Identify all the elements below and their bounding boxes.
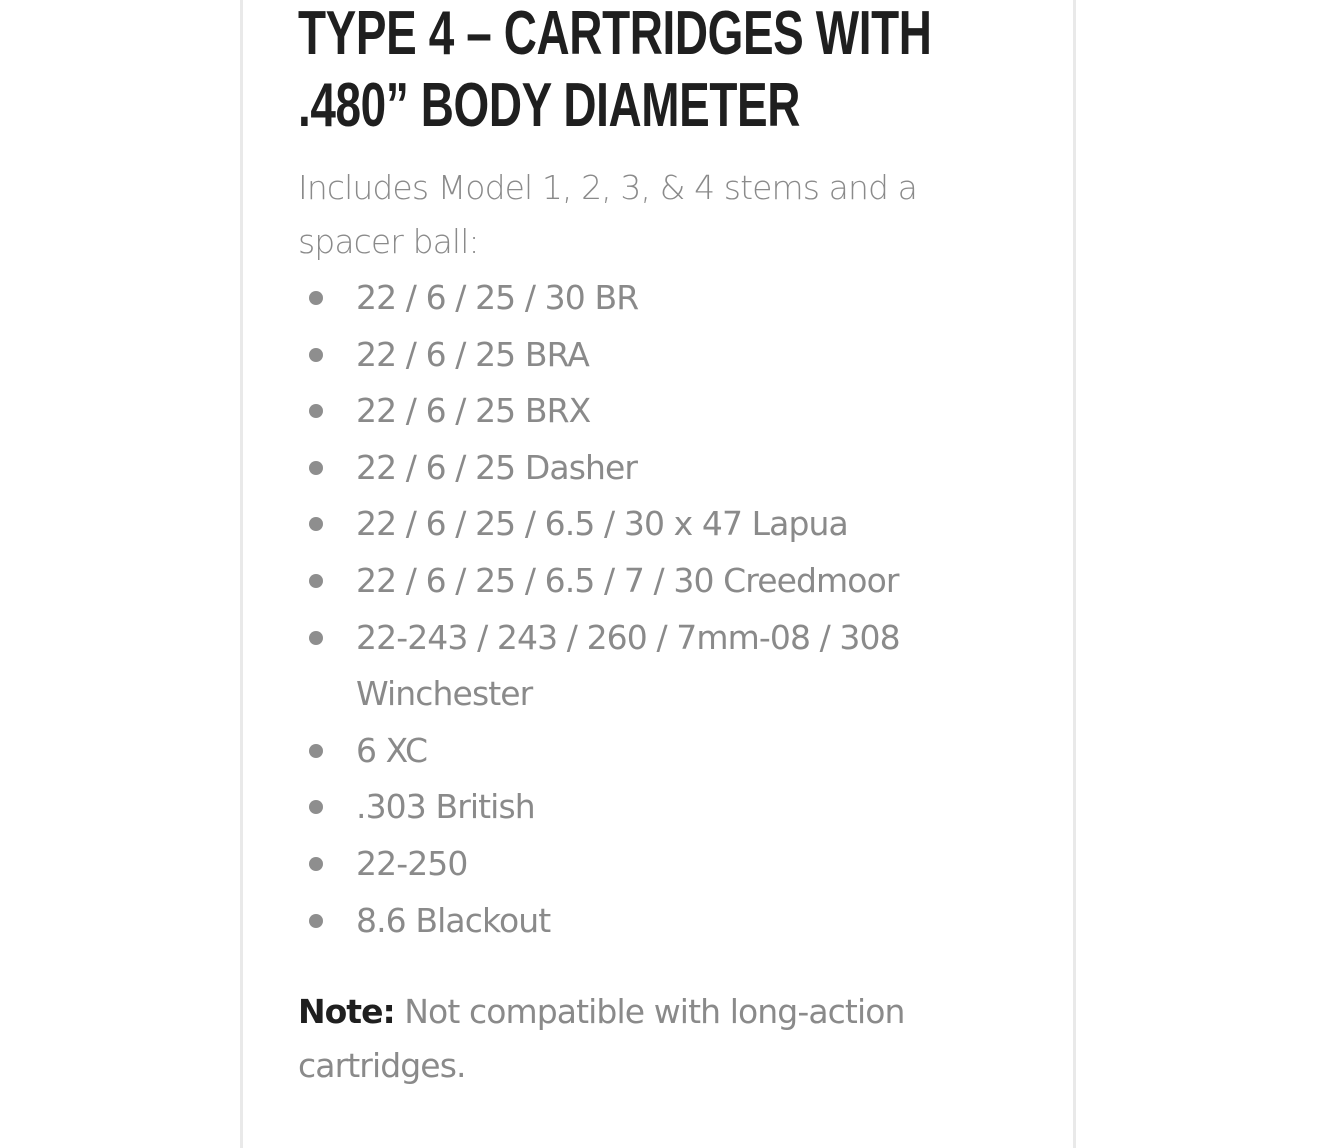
list-item	[298, 553, 998, 610]
list-item-text: .303 British	[356, 787, 535, 827]
list-item	[298, 893, 998, 950]
bullet-dot-icon	[309, 857, 323, 871]
bullet-dot-icon	[309, 914, 323, 928]
list-item	[298, 496, 998, 553]
list-item	[298, 723, 998, 780]
list-item	[298, 383, 998, 440]
note-label: Note:	[298, 992, 395, 1031]
compatibility-note	[298, 985, 978, 1093]
bullet-dot-icon	[309, 800, 323, 814]
list-item-text: 22 / 6 / 25 / 6.5 / 30 x 47 Lapua	[356, 504, 848, 544]
list-item-text: 6 XC	[356, 730, 428, 770]
bullet-dot-icon	[309, 631, 323, 645]
list-item	[298, 440, 998, 497]
list-item-text: 8.6 Blackout	[356, 900, 551, 940]
list-item-text: 22 / 6 / 25 / 30 BR	[356, 278, 639, 317]
list-item	[298, 779, 998, 836]
cartridge-list	[298, 270, 998, 949]
list-item-text: 22 / 6 / 25 BRA	[356, 334, 589, 374]
list-item	[298, 836, 998, 893]
bullet-dot-icon	[309, 291, 323, 305]
bullet-dot-icon	[309, 404, 323, 418]
list-item-text: 22-250	[356, 843, 468, 883]
bullet-dot-icon	[309, 348, 323, 362]
bullet-dot-icon	[309, 517, 323, 531]
bullet-dot-icon	[309, 461, 323, 475]
bullet-dot-icon	[309, 574, 323, 588]
list-item	[298, 270, 998, 327]
list-item-text: 22 / 6 / 25 Dasher	[356, 447, 638, 487]
bullet-dot-icon	[309, 744, 323, 758]
intro-text: Includes Model 1, 2, 3, & 4 stems and a spacer ball:	[298, 168, 917, 261]
section-heading: TYPE 4 – CARTRIDGES WITH .480” BODY DIAMETER	[298, 0, 932, 140]
list-item-text: 22 / 6 / 25 BRX	[356, 391, 591, 431]
note-text: Not compatible with long-action cartridges.	[298, 992, 905, 1085]
list-item-text: 22 / 6 / 25 / 6.5 / 7 / 30 Creedmoor	[356, 560, 899, 600]
list-item	[298, 610, 998, 723]
list-item-text: 22-243 / 243 / 260 / 7mm-08 / 308 Winchester	[356, 617, 900, 714]
list-item	[298, 327, 998, 384]
